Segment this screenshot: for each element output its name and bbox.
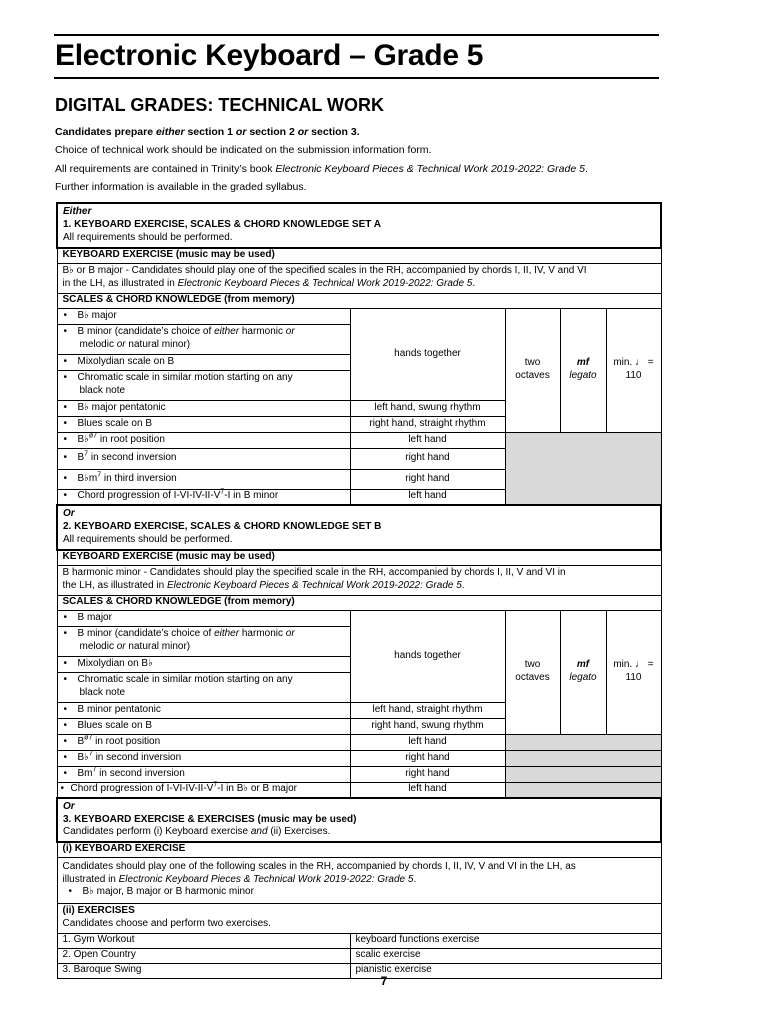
set-a-range: two octaves (505, 308, 560, 432)
table-row (57, 432, 661, 448)
shaded-cell (505, 432, 661, 505)
document-title: Electronic Keyboard – Grade 5 (55, 39, 484, 72)
set-a-kb-heading: KEYBOARD EXERCISE (music may be used) (57, 248, 661, 263)
set-b-hands-together: hands together (350, 610, 505, 702)
scale-item: • Blues scale on B (57, 718, 350, 734)
table-row (57, 734, 661, 750)
set-a-all-required: All requirements should be performed. (63, 231, 233, 243)
hand-cell: left hand, swung rhythm (350, 400, 505, 416)
set-c-or: Or (63, 800, 75, 812)
scale-item: • Mixolydian scale on B (57, 354, 350, 370)
table-row (57, 308, 661, 324)
set-c-header-row (57, 798, 661, 842)
scale-item: • B minor pentatonic (57, 702, 350, 718)
set-a-dynamics: mf legato (560, 308, 606, 432)
hand-cell: left hand (350, 432, 505, 448)
set-b-scales-heading: SCALES & CHORD KNOWLEDGE (from memory) (57, 595, 661, 610)
set-a-either: Either (63, 206, 92, 218)
set-c-kb-heading: (i) KEYBOARD EXERCISE (57, 842, 661, 857)
shaded-cell (505, 750, 661, 766)
shaded-cell (505, 766, 661, 782)
table-row (57, 766, 661, 782)
set-c-perform: Candidates perform (i) Keyboard exercise and (ii) Exercises. (63, 826, 331, 838)
scale-item: • B minor (candidate’s choice of either harmonic or melodic or natural minor) (57, 324, 350, 354)
set-a-scales-heading: SCALES & CHORD KNOWLEDGE (from memory) (57, 293, 661, 308)
hand-cell: right hand (350, 448, 505, 469)
page-number: 7 (380, 974, 388, 988)
set-b-header-row (57, 505, 661, 550)
hand-cell: right hand (350, 469, 505, 489)
chord-item: • $B^{ø7}$ in root position (57, 734, 350, 750)
set-b-header (57, 505, 661, 550)
top-rule (54, 34, 659, 36)
scale-item: • Chromatic scale in similar motion starting on any black note (57, 672, 350, 702)
title-underline (54, 77, 659, 79)
shaded-cell (505, 734, 661, 750)
set-c-kb-description: Candidates should play one of the following scales in the RH, accompanied by chords I, II, IV, V and VI in the LH, as illustrated in Electronic Keyboard Pieces & Technical Work 2019-2022: Grade 5. • B♭ major, B major or B harmonic minor (57, 857, 661, 903)
set-c-exercises-block (57, 903, 661, 933)
set-b-kb-description: B harmonic minor - Candidates should play the specified scale in the RH, accompanied by chords I, II, V and VI in the LH, as illustrated in Electronic Keyboard Pieces & Technical Work 2019-2022: Grade 5. (57, 565, 661, 595)
set-b-all-required: All requirements should be performed. (63, 533, 233, 545)
chord-item: • Bm$^7$ in second inversion (57, 766, 350, 782)
scale-item: • Blues scale on B (57, 416, 350, 432)
scale-item: • B major (57, 610, 350, 626)
exercise-name: 2. Open Country (57, 948, 350, 963)
exercise-name: 1. Gym Workout (57, 933, 350, 948)
set-a-title: 1. KEYBOARD EXERCISE, SCALES & CHORD KNOWLEDGE SET A (63, 219, 381, 231)
exercise-type: pianistic exercise (350, 963, 661, 978)
hand-cell: right hand, swung rhythm (350, 718, 505, 734)
set-c-header (57, 798, 661, 842)
section-title: DIGITAL GRADES: TECHNICAL WORK (55, 95, 384, 115)
exercise-type: scalic exercise (350, 948, 661, 963)
set-a-hands-together: hands together (350, 308, 505, 400)
set-b-dynamics: mf legato (560, 610, 606, 734)
hand-cell: right hand, straight rhythm (350, 416, 505, 432)
table-row (57, 782, 661, 798)
hand-cell: left hand (350, 782, 505, 798)
hand-cell: left hand, straight rhythm (350, 702, 505, 718)
set-c-ex-heading: (ii) EXERCISES (62, 905, 135, 917)
chord-item: • Chord progression of $I-VI-IV-II-V^7-I$ in B minor (57, 489, 350, 505)
set-a-header (57, 203, 661, 248)
intro-line-2: Choice of technical work should be indicated on the submission information form. (55, 144, 432, 156)
chord-item: • B♭$^{ø7}$ in root position (57, 432, 350, 448)
scale-item: • B minor (candidate’s choice of either harmonic or melodic or natural minor) (57, 626, 350, 656)
set-a-tempo: min. ♩ = 110 (606, 308, 661, 432)
hand-cell: right hand (350, 750, 505, 766)
table-row (57, 933, 661, 948)
set-a-kb-description: B♭ or B major - Candidates should play one of the specified scales in the RH, accompanied by chords I, II, IV, V and VI in the LH, as illustrated in Electronic Keyboard Pieces & Technical Work 2019-2022: Grade 5. (57, 263, 661, 293)
set-c-ex-description: Candidates choose and perform two exercises. (62, 918, 271, 929)
table-row (57, 750, 661, 766)
intro-line-3: All requirements are contained in Trinity’s book Electronic Keyboard Pieces & Technical Work 2019-2022: Grade 5. (55, 163, 588, 175)
intro-line-4: Further information is available in the graded syllabus. (55, 181, 307, 193)
scale-item: • Chromatic scale in similar motion starting on any black note (57, 370, 350, 400)
chord-item: • $B^7$ in second inversion (57, 448, 350, 469)
chord-item: • Chord progression of $I-VI-IV-II-V^7-I$ in B♭ or B major (57, 782, 350, 798)
exercise-type: keyboard functions exercise (350, 933, 661, 948)
set-b-range: two octaves (505, 610, 560, 734)
set-a-header-row (57, 203, 661, 248)
hand-cell: right hand (350, 766, 505, 782)
table-row (57, 610, 661, 626)
exercise-name: 3. Baroque Swing (57, 963, 350, 978)
set-b-title: 2. KEYBOARD EXERCISE, SCALES & CHORD KNOWLEDGE SET B (63, 521, 382, 533)
scale-item: • B♭ major pentatonic (57, 400, 350, 416)
table-row (57, 948, 661, 963)
chord-item: • B♭$^7$ in second inversion (57, 750, 350, 766)
set-b-kb-heading: KEYBOARD EXERCISE (music may be used) (57, 550, 661, 565)
set-b-tempo: min. ♩ = 110 (606, 610, 661, 734)
shaded-cell (505, 782, 661, 798)
intro-line-1: Candidates prepare either section 1 or section 2 or section 3. (55, 126, 360, 138)
requirements-table (56, 202, 662, 979)
set-b-or: Or (63, 508, 75, 520)
hand-cell: left hand (350, 489, 505, 505)
chord-item: • $B♭m^7$ in third inversion (57, 469, 350, 489)
hand-cell: left hand (350, 734, 505, 750)
set-c-title: 3. KEYBOARD EXERCISE & EXERCISES (music may be used) (63, 813, 357, 825)
scale-item: • B♭ major (57, 308, 350, 324)
scale-item: • Mixolydian on B♭ (57, 656, 350, 672)
